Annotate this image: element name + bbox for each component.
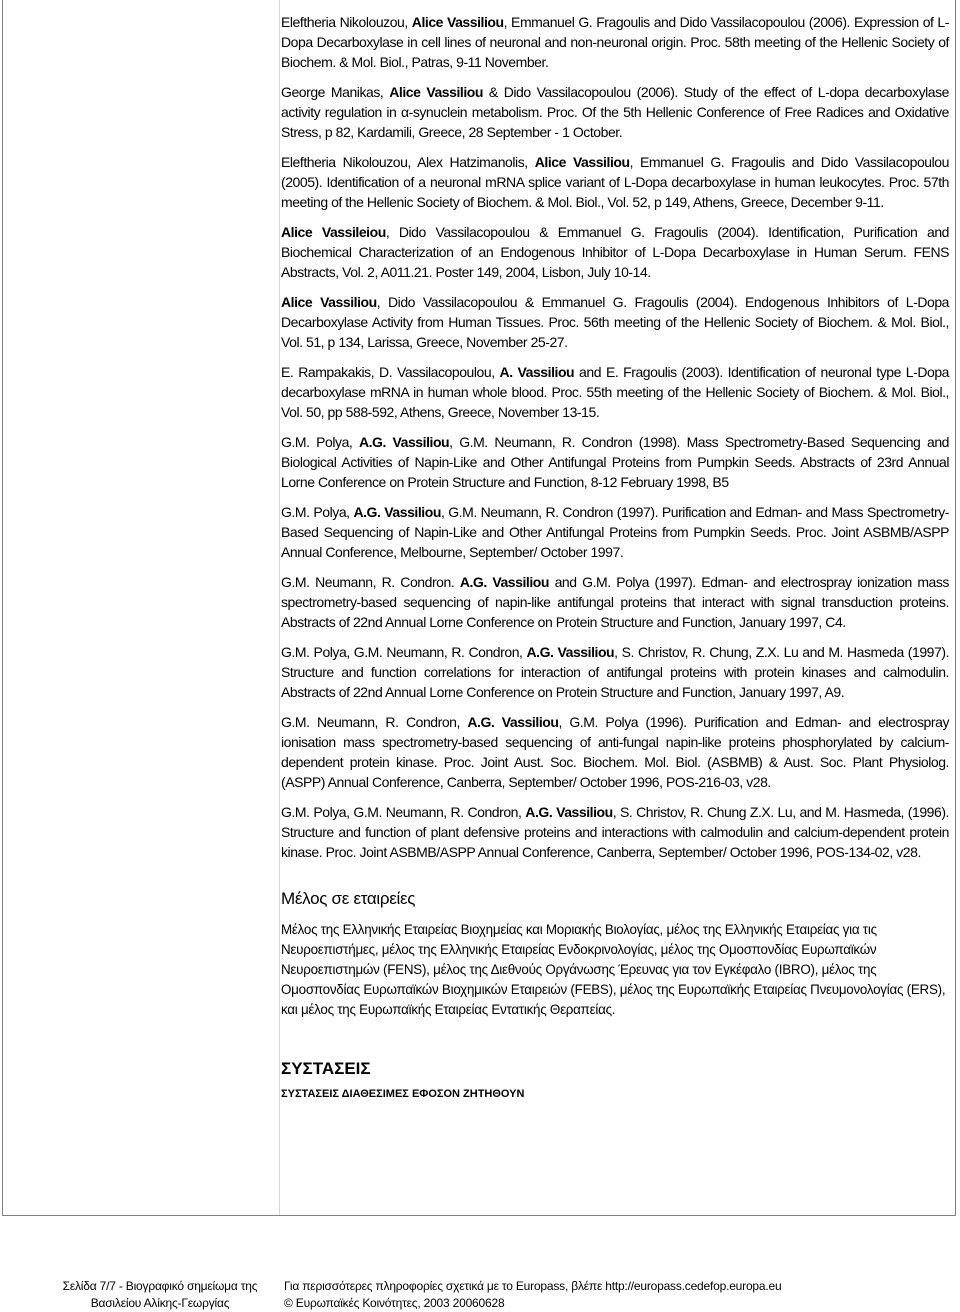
footer-europass-info <box>284 1278 904 1312</box>
publication-entry <box>281 152 949 212</box>
left-label-column <box>3 0 280 1215</box>
entry-text: , Emmanuel G. Fragoulis and Dido Vassilacopoulou (2006). Expression of L-Dopa Decarboxylase in cell lines of neuronal and non-neuronal origin. Proc. 58th meeting of the Hellenic Society of Biochem. & Mol. Biol., Patras, 9-11 November. <box>281 14 949 70</box>
entry-text: , S. Christov, R. Chung, Z.X. Lu and M. Hasmeda (1997). Structure and function correlations for interaction of antifungal proteins with protein kinases and calmodulin. Abstracts of 22nd Annual Lorne Conference on Protein Structure and Function, January 1997, A9. <box>281 644 950 700</box>
entry-text: and G.M. Polya (1997). Edman- and electrospray ionization mass spectrometry-based sequencing of napin-like antifungal proteins that interact with signal transduction proteins. Abstracts of 22nd Annual Lorne Conference on Protein Structure and Function, January 1997, C4. <box>281 574 949 630</box>
publication-entry <box>281 572 949 632</box>
author-highlight: A.G. Vassiliou <box>526 644 615 660</box>
entry-text: Eleftheria Nikolouzou, Alex Hatzimanolis, <box>281 154 535 170</box>
publication-list <box>281 12 949 862</box>
membership-title: Μέλος σε εταιρείες <box>281 889 416 908</box>
publication-entry <box>281 502 949 562</box>
cv-content <box>281 12 949 1102</box>
entry-text: E. Rampakakis, D. Vassilacopoulou, <box>281 364 500 380</box>
entry-text: , G.M. Polya (1996). Purification and Edman- and electrospray ionisation mass spectrometry-based sequencing of anti-fungal napin-like proteins phosphorylated by calcium-dependent protein kinase. Proc. Joint Aust. Soc. Biochem. Mol. Biol. (ASBMB) & Aust. Soc. Plant Physiolog. (ASPP) Annual Conference, Canberra, September/ October 1996, POS-216-03, v28. <box>281 714 949 790</box>
entry-text: G.M. Polya, <box>281 434 359 450</box>
author-highlight: A.G. Vassiliou <box>525 804 613 820</box>
publication-entry <box>281 362 949 422</box>
membership-text: Μέλος της Ελληνικής Εταιρείας Βιοχημείας και Μοριακής Βιολογίας, μέλος της Ελληνικής Εταιρείας για τις Νευροεπιστήμες, μέλος της Ελληνικής Εταιρείας Ενδοκρινολογίας, μέλος της Ομοσπονδίας Ευρωπαϊκών Νευροεπιστημών (FENS), μέλος της Διεθνούς Οργάνωσης Έρευνας για τον Εγκέφαλο (IBRO), μέλος της Ομοσπονδίας Ευρωπαϊκών Βιοχημικών Εταιρειών (FEBS), μέλος της Ευρωπαϊκής Εταιρείας Πνευμονολογίας (ERS), και μέλος της Ευρωπαϊκής Εταιρείας Εντατικής Θεραπείας. <box>281 922 946 1017</box>
publication-entry <box>281 432 949 492</box>
entry-text: G.M. Neumann, R. Condron, <box>281 714 468 730</box>
publication-entry <box>281 82 949 142</box>
author-highlight: A. Vassiliou <box>499 364 575 380</box>
author-highlight: Alice Vassiliou <box>411 14 504 30</box>
footer-europass-link[interactable]: Για περισσότερες πληροφορίες σχετικά με το Europass, βλέπε http://europass.cedefop.europa.eu <box>284 1279 782 1293</box>
entry-text: G.M. Polya, G.M. Neumann, R. Condron, <box>281 644 527 660</box>
publication-entry <box>281 292 949 352</box>
entry-text: George Manikas, <box>281 84 390 100</box>
author-highlight: Alice Vassiliou <box>389 84 483 100</box>
author-highlight: Alice Vassiliou <box>281 294 377 310</box>
entry-text: , S. Christov, R. Chung Z.X. Lu, and M. Hasmeda, (1996). Structure and function of plant defensive proteins and interactions with calmodulin and calcium-dependent protein kinase. Proc. Joint ASBMB/ASPP Annual Conference, Canberra, September/ October 1996, POS-134-02, v28. <box>281 804 949 860</box>
references-subtitle: ΣΥΣΤΑΣΕΙΣ ΔΙΑΘΕΣΙΜΕΣ ΕΦΟΣΟΝ ΖΗΤΗΘΟΥΝ <box>281 1088 525 1100</box>
author-highlight: Alice Vassiliou <box>534 154 630 170</box>
author-highlight: Alice Vassileiou <box>281 224 386 240</box>
entry-text: , G.M. Neumann, R. Condron (1998). Mass Spectrometry-Based Sequencing and Biological Activities of Napin-Like and Other Antifungal Proteins from Pumpkin Seeds. Abstracts of 23rd Annual Lorne Conference on Protein Structure and Function, 8-12 February 1998, B5 <box>281 434 949 490</box>
entry-text: G.M. Neumann, R. Condron. <box>281 574 460 590</box>
publication-entry <box>281 642 949 702</box>
entry-text: G.M. Polya, <box>281 504 354 520</box>
entry-text: , Emmanuel G. Fragoulis and Dido Vassilacopoulou (2005). Identification of a neuronal mRNA splice variant of L-Dopa decarboxylase in human leukocytes. Proc. 57th meeting of the Hellenic Society of Biochem. & Mol. Biol., Vol. 52, p 149, Athens, Greece, December 9-11. <box>281 154 949 210</box>
author-highlight: A.G. Vassiliou <box>467 714 559 730</box>
footer-page-info <box>40 1278 280 1312</box>
author-highlight: A.G. Vassiliou <box>358 434 450 450</box>
publication-entry <box>281 712 949 792</box>
footer-copyright: © Ευρωπαϊκές Κοινότητες, 2003 20060628 <box>284 1296 505 1310</box>
entry-text: and E. Fragoulis (2003). Identification of neuronal type L-Dopa decarboxylase mRNA in human whole blood. Proc. 55th meeting of the Hellenic Society of Biochem. & Mol. Biol., Vol. 50, pp 588-592, Athens, Greece, November 13-15. <box>281 364 950 420</box>
publication-entry <box>281 222 949 282</box>
publication-entry <box>281 12 949 72</box>
entry-text: & Dido Vassilacopoulou (2006). Study of the effect of L-dopa decarboxylase activity regulation in α-synuclein metabolism. Proc. Of the 5th Hellenic Conference of Free Radices and Oxidative Stress, p 82, Kardamili, Greece, 28 September - 1 October. <box>281 84 949 140</box>
footer-owner-line: Βασιλείου Αλίκης-Γεωργίας <box>90 1296 230 1310</box>
entry-text: , Dido Vassilacopoulou & Emmanuel G. Fragoulis (2004). Identification, Purification and Biochemical Characterization of an Endogenous Inhibitor of L-Dopa Decarboxylase in Human Serum. FENS Abstracts, Vol. 2, A011.21. Poster 149, 2004, Lisbon, July 10-14. <box>281 224 949 280</box>
publication-entry <box>281 802 949 862</box>
author-highlight: A.G. Vassiliou <box>353 504 441 520</box>
entry-text: Eleftheria Nikolouzou, <box>281 14 412 30</box>
entry-text: , G.M. Neumann, R. Condron (1997). Purification and Edman- and Mass Spectrometry-Based Sequencing of Napin-Like and Other Antifungal Proteins from Pumpkin Seeds. Proc. Joint ASBMB/ASPP Annual Conference, Melbourne, September/ October 1997. <box>281 504 950 560</box>
entry-text: , Dido Vassilacopoulou & Emmanuel G. Fragoulis (2004). Endogenous Inhibitors of L-Dopa Decarboxylase Activity from Human Tissues. Proc. 56th meeting of the Hellenic Society of Biochem. & Mol. Biol., Vol. 51, p 134, Larissa, Greece, November 25-27. <box>281 294 949 350</box>
author-highlight: A.G. Vassiliou <box>459 574 550 590</box>
references-title: ΣΥΣΤΑΣΕΙΣ <box>281 1059 371 1078</box>
entry-text: G.M. Polya, G.M. Neumann, R. Condron, <box>281 804 526 820</box>
footer-page-line: Σελίδα 7/7 - Βιογραφικό σημείωμα της <box>62 1279 258 1293</box>
